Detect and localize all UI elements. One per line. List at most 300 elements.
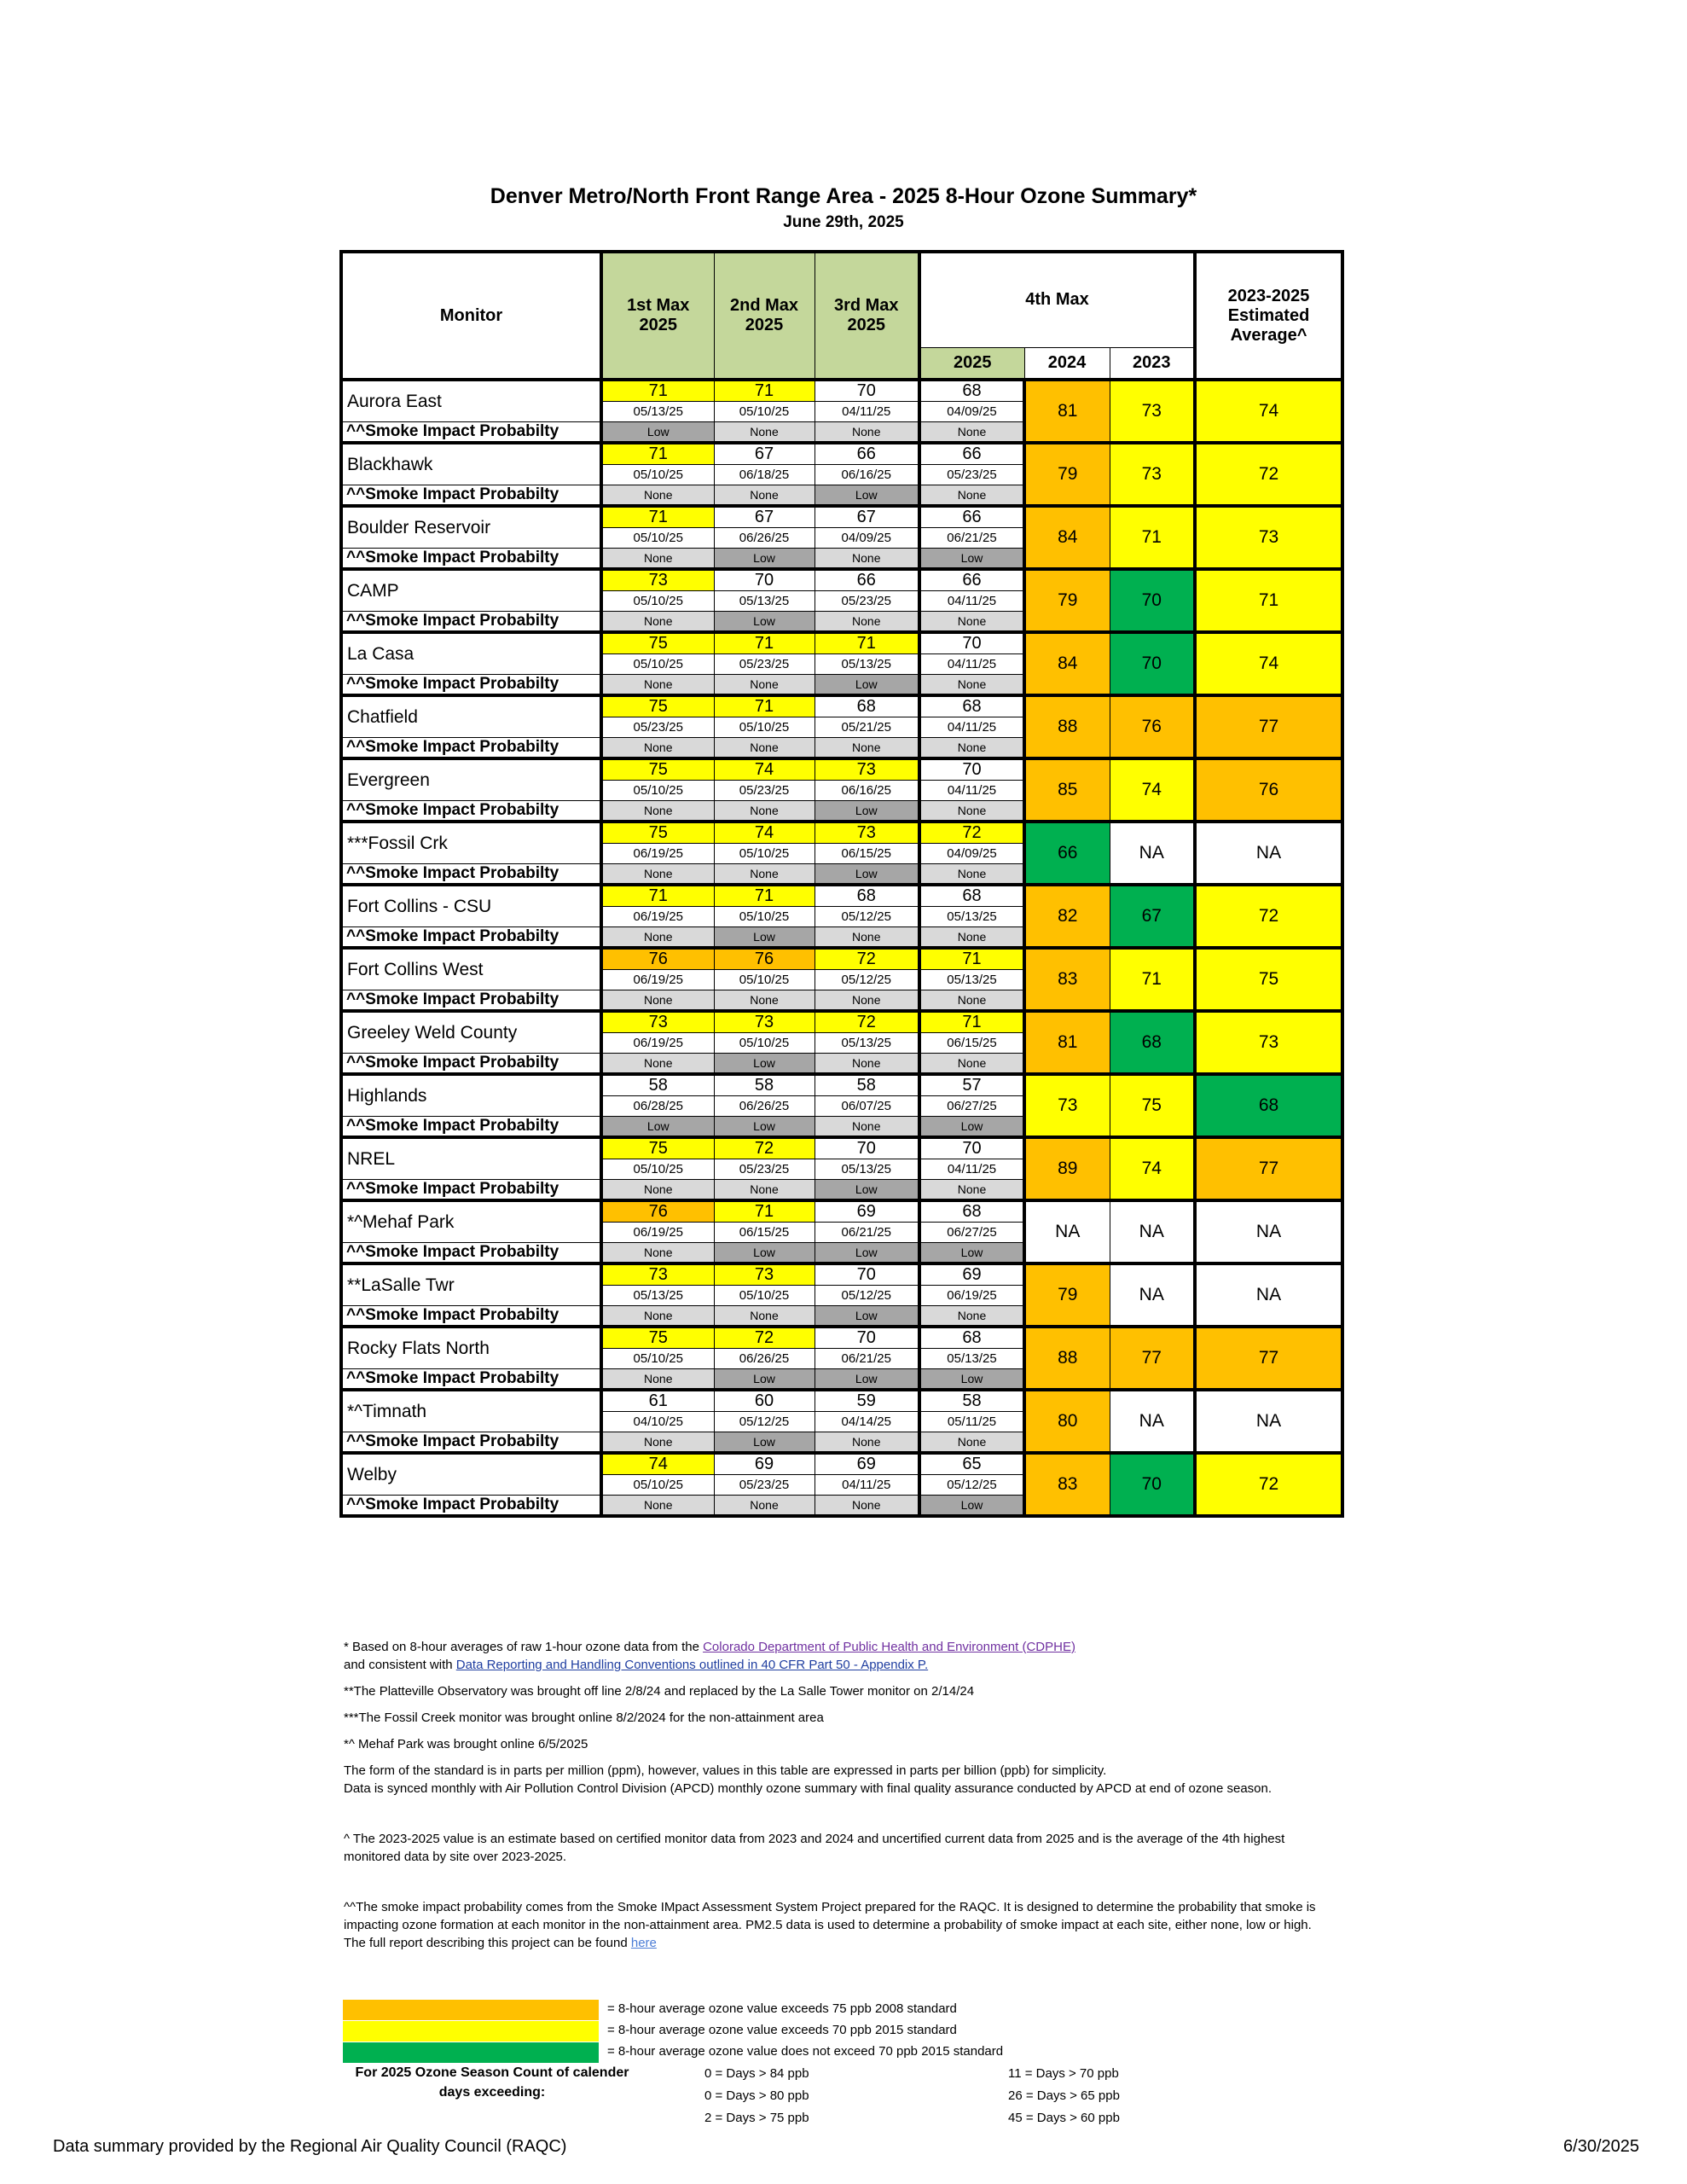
value-2023: 74 xyxy=(1110,1137,1195,1200)
value-average: 72 xyxy=(1195,1453,1342,1516)
max-value: 73 xyxy=(601,569,714,591)
count-title: For 2025 Ozone Season Count of calender days exceeding: xyxy=(355,2065,629,2100)
max-value: 66 xyxy=(919,443,1024,465)
smoke-label: ^^Smoke Impact Probabilty xyxy=(341,927,601,949)
table-row xyxy=(341,695,1342,717)
max-date: 04/09/25 xyxy=(919,844,1024,864)
smoke-probability: None xyxy=(601,1496,714,1517)
max-value: 71 xyxy=(601,885,714,907)
smoke-probability: Low xyxy=(714,1054,815,1075)
smoke-probability: None xyxy=(601,1180,714,1201)
note-cfr: and consistent with Data Reporting and Handling Conventions outlined in 40 CFR Part 50 - Appendix P. xyxy=(344,1658,929,1672)
max-date: 05/23/25 xyxy=(714,1475,815,1496)
value-average: NA xyxy=(1195,1200,1342,1263)
max-date: 05/10/25 xyxy=(601,465,714,485)
value-2024: 85 xyxy=(1024,758,1110,822)
smoke-label: ^^Smoke Impact Probabilty xyxy=(341,1496,601,1517)
smoke-probability: None xyxy=(919,675,1024,696)
value-average: 71 xyxy=(1195,569,1342,632)
smoke-probability: Low xyxy=(815,1306,919,1327)
header-year-2024: 2024 xyxy=(1024,347,1110,380)
max-date: 06/18/25 xyxy=(714,465,815,485)
monitor-name: Blackhawk xyxy=(341,443,601,485)
max-value: 58 xyxy=(714,1074,815,1096)
max-date: 05/13/25 xyxy=(919,907,1024,927)
max-date: 04/11/25 xyxy=(919,1159,1024,1180)
smoke-probability: None xyxy=(601,927,714,949)
max-date: 04/14/25 xyxy=(815,1412,919,1432)
smoke-probability: None xyxy=(815,738,919,759)
max-date: 06/16/25 xyxy=(815,465,919,485)
max-date: 05/12/25 xyxy=(815,907,919,927)
max-value: 69 xyxy=(919,1263,1024,1286)
value-2023: 70 xyxy=(1110,1453,1195,1516)
smoke-probability: None xyxy=(815,1117,919,1138)
footer-date: 6/30/2025 xyxy=(1563,2137,1639,2156)
smoke-probability: None xyxy=(714,738,815,759)
max-value: 70 xyxy=(815,1327,919,1349)
max-value: 71 xyxy=(714,695,815,717)
max-value: 75 xyxy=(601,758,714,781)
smoke-probability: None xyxy=(601,1306,714,1327)
value-average: 76 xyxy=(1195,758,1342,822)
header-monitor: Monitor xyxy=(341,252,601,380)
notes-block xyxy=(344,1638,1333,1952)
value-2024: 84 xyxy=(1024,632,1110,695)
count-line: 0 = Days > 80 ppb xyxy=(704,2088,809,2103)
max-value: 66 xyxy=(919,506,1024,528)
max-value: 75 xyxy=(601,822,714,844)
max-date: 04/11/25 xyxy=(919,781,1024,801)
table-row xyxy=(341,380,1342,402)
max-value: 65 xyxy=(919,1453,1024,1475)
max-date: 04/11/25 xyxy=(815,1475,919,1496)
value-2024: 73 xyxy=(1024,1074,1110,1137)
max-value: 66 xyxy=(919,569,1024,591)
value-average: 75 xyxy=(1195,948,1342,1011)
max-date: 04/11/25 xyxy=(919,654,1024,675)
value-average: NA xyxy=(1195,822,1342,885)
max-date: 06/21/25 xyxy=(815,1223,919,1243)
smoke-probability: None xyxy=(601,485,714,507)
smoke-probability: Low xyxy=(714,1432,815,1454)
max-date: 05/21/25 xyxy=(815,717,919,738)
monitor-name: *^Mehaf Park xyxy=(341,1200,601,1243)
max-value: 75 xyxy=(601,632,714,654)
value-2024: 81 xyxy=(1024,380,1110,443)
value-2023: 77 xyxy=(1110,1327,1195,1390)
monitor-name: CAMP xyxy=(341,569,601,612)
smoke-label: ^^Smoke Impact Probabilty xyxy=(341,612,601,633)
smoke-probability: None xyxy=(815,1496,919,1517)
value-average: 73 xyxy=(1195,1011,1342,1074)
max-value: 69 xyxy=(815,1453,919,1475)
smoke-probability: Low xyxy=(919,1117,1024,1138)
max-date: 05/13/25 xyxy=(815,654,919,675)
cfr-link[interactable]: Data Reporting and Handling Conventions outlined in 40 CFR Part 50 - Appendix P. xyxy=(455,1658,929,1672)
max-value: 71 xyxy=(919,948,1024,970)
max-value: 58 xyxy=(919,1390,1024,1412)
table-row xyxy=(341,632,1342,654)
max-value: 59 xyxy=(815,1390,919,1412)
max-date: 05/12/25 xyxy=(815,1286,919,1306)
smoke-probability: None xyxy=(815,612,919,633)
smoke-label: ^^Smoke Impact Probabilty xyxy=(341,1117,601,1138)
max-value: 68 xyxy=(815,695,919,717)
smoke-probability: None xyxy=(919,801,1024,822)
value-2023: 76 xyxy=(1110,695,1195,758)
smoke-probability: None xyxy=(919,1306,1024,1327)
legend-swatch xyxy=(343,2042,599,2063)
max-date: 05/10/25 xyxy=(601,654,714,675)
max-date: 05/13/25 xyxy=(714,591,815,612)
smoke-probability: None xyxy=(714,864,815,886)
count-line: 2 = Days > 75 ppb xyxy=(704,2111,809,2125)
value-average: 73 xyxy=(1195,506,1342,569)
max-date: 06/19/25 xyxy=(601,1223,714,1243)
value-2023: NA xyxy=(1110,1200,1195,1263)
max-date: 06/26/25 xyxy=(714,528,815,549)
smoke-probability: None xyxy=(919,1432,1024,1454)
max-value: 71 xyxy=(601,380,714,402)
max-date: 04/11/25 xyxy=(919,591,1024,612)
note-units: The form of the standard is in parts per million (ppm), however, values in this table are expressed in parts per billion (ppb) for simplicity. xyxy=(344,1763,1107,1778)
max-date: 06/15/25 xyxy=(714,1223,815,1243)
max-date: 06/07/25 xyxy=(815,1096,919,1117)
smoke-label: ^^Smoke Impact Probabilty xyxy=(341,1369,601,1391)
note-sync: Data is synced monthly with Air Pollution Control Division (APCD) monthly ozone summary with final quality assurance conducted by APCD at end of ozone season. xyxy=(344,1781,1272,1796)
max-date: 05/13/25 xyxy=(815,1033,919,1054)
max-value: 69 xyxy=(714,1453,815,1475)
smoke-label: ^^Smoke Impact Probabilty xyxy=(341,422,601,444)
monitor-name: *^Timnath xyxy=(341,1390,601,1432)
max-value: 68 xyxy=(919,885,1024,907)
max-date: 05/13/25 xyxy=(601,1286,714,1306)
value-2023: 70 xyxy=(1110,632,1195,695)
max-value: 66 xyxy=(815,443,919,465)
count-line: 26 = Days > 65 ppb xyxy=(1008,2088,1120,2103)
max-value: 72 xyxy=(714,1137,815,1159)
max-value: 68 xyxy=(919,380,1024,402)
smoke-probability: Low xyxy=(815,864,919,886)
smoke-probability: None xyxy=(919,864,1024,886)
max-date: 05/10/25 xyxy=(714,1286,815,1306)
max-value: 71 xyxy=(714,1200,815,1223)
max-value: 71 xyxy=(919,1011,1024,1033)
value-2023: 68 xyxy=(1110,1011,1195,1074)
count-line: 11 = Days > 70 ppb xyxy=(1008,2066,1119,2081)
smoke-label: ^^Smoke Impact Probabilty xyxy=(341,864,601,886)
header-1st-max: 1st Max 2025 xyxy=(601,252,714,380)
value-2023: 73 xyxy=(1110,380,1195,443)
count-line: 45 = Days > 60 ppb xyxy=(1008,2111,1120,2125)
monitor-name: **LaSalle Twr xyxy=(341,1263,601,1306)
smoke-probability: None xyxy=(714,801,815,822)
value-2024: 84 xyxy=(1024,506,1110,569)
value-2024: NA xyxy=(1024,1200,1110,1263)
smoke-probability: None xyxy=(815,422,919,444)
table-row xyxy=(341,1137,1342,1159)
cdphe-link[interactable]: Colorado Department of Public Health and Environment (CDPHE) xyxy=(703,1640,1075,1654)
max-value: 57 xyxy=(919,1074,1024,1096)
smoke-probability: Low xyxy=(815,1180,919,1201)
max-date: 05/10/25 xyxy=(601,591,714,612)
value-2024: 80 xyxy=(1024,1390,1110,1453)
max-value: 71 xyxy=(714,885,815,907)
value-2024: 83 xyxy=(1024,948,1110,1011)
report-here-link[interactable]: here xyxy=(630,1936,657,1950)
value-average: 72 xyxy=(1195,885,1342,948)
note-average: ^ The 2023-2025 value is an estimate based on certified monitor data from 2023 and 2024 and uncertified current data from 2025 and is the average of the 4th highest monitored data by site over 2023-2025. xyxy=(344,1832,1285,1864)
value-2023: NA xyxy=(1110,822,1195,885)
value-2024: 79 xyxy=(1024,569,1110,632)
max-date: 05/10/25 xyxy=(601,1475,714,1496)
table-row xyxy=(341,1390,1342,1412)
smoke-probability: Low xyxy=(919,1496,1024,1517)
max-value: 71 xyxy=(601,506,714,528)
max-date: 05/10/25 xyxy=(601,1349,714,1369)
max-date: 05/13/25 xyxy=(919,970,1024,990)
smoke-probability: Low xyxy=(919,1243,1024,1264)
max-date: 05/23/25 xyxy=(714,781,815,801)
monitor-name: Evergreen xyxy=(341,758,601,801)
smoke-probability: None xyxy=(919,1180,1024,1201)
value-2023: 74 xyxy=(1110,758,1195,822)
smoke-probability: Low xyxy=(714,549,815,570)
smoke-probability: None xyxy=(815,990,919,1012)
smoke-probability: None xyxy=(601,612,714,633)
max-value: 70 xyxy=(714,569,815,591)
max-value: 68 xyxy=(919,695,1024,717)
max-date: 04/09/25 xyxy=(919,402,1024,422)
monitor-name: ***Fossil Crk xyxy=(341,822,601,864)
smoke-probability: None xyxy=(601,1243,714,1264)
smoke-label: ^^Smoke Impact Probabilty xyxy=(341,990,601,1012)
legend-text: = 8-hour average ozone value does not exceed 70 ppb 2015 standard xyxy=(607,2044,1004,2059)
legend-text: = 8-hour average ozone value exceeds 75 ppb 2008 standard xyxy=(607,2001,957,2016)
footer-credit: Data summary provided by the Regional Air Quality Council (RAQC) xyxy=(53,2137,567,2156)
value-2023: 75 xyxy=(1110,1074,1195,1137)
max-value: 74 xyxy=(714,758,815,781)
max-date: 05/10/25 xyxy=(714,844,815,864)
max-value: 68 xyxy=(919,1327,1024,1349)
smoke-label: ^^Smoke Impact Probabilty xyxy=(341,549,601,570)
header-4th-max: 4th Max xyxy=(919,252,1195,347)
report-date: June 29th, 2025 xyxy=(783,213,904,231)
smoke-probability: Low xyxy=(601,1117,714,1138)
max-date: 05/11/25 xyxy=(919,1412,1024,1432)
smoke-label: ^^Smoke Impact Probabilty xyxy=(341,801,601,822)
note-smoke: ^^The smoke impact probability comes from the Smoke IMpact Assessment System Project prepared for the RAQC. It is designed to determine the probability that smoke is impacting ozone formation at each monitor in the non-attainment area. PM2.5 data is used to determine a probability of smoke impact at each site, either none, low or high. The full report describing this project can be found here xyxy=(344,1900,1316,1950)
smoke-probability: Low xyxy=(714,1243,815,1264)
max-value: 70 xyxy=(919,758,1024,781)
max-date: 05/12/25 xyxy=(714,1412,815,1432)
max-value: 74 xyxy=(601,1453,714,1475)
smoke-probability: Low xyxy=(919,1369,1024,1391)
smoke-probability: Low xyxy=(601,422,714,444)
max-date: 05/13/25 xyxy=(919,1349,1024,1369)
value-2024: 88 xyxy=(1024,695,1110,758)
smoke-probability: Low xyxy=(815,1369,919,1391)
table-row xyxy=(341,1263,1342,1286)
table-row xyxy=(341,885,1342,907)
smoke-probability: None xyxy=(919,990,1024,1012)
note-mehaf-park: *^ Mehaf Park was brought online 6/5/2025 xyxy=(344,1737,588,1751)
max-value: 60 xyxy=(714,1390,815,1412)
value-average: 68 xyxy=(1195,1074,1342,1137)
max-value: 75 xyxy=(601,1327,714,1349)
max-date: 05/10/25 xyxy=(714,717,815,738)
max-value: 70 xyxy=(919,1137,1024,1159)
max-value: 75 xyxy=(601,1137,714,1159)
value-2024: 79 xyxy=(1024,443,1110,506)
smoke-probability: None xyxy=(815,1432,919,1454)
max-date: 06/16/25 xyxy=(815,781,919,801)
smoke-probability: Low xyxy=(815,485,919,507)
value-average: NA xyxy=(1195,1263,1342,1327)
value-average: 77 xyxy=(1195,695,1342,758)
max-value: 75 xyxy=(601,695,714,717)
smoke-label: ^^Smoke Impact Probabilty xyxy=(341,485,601,507)
max-date: 05/23/25 xyxy=(815,591,919,612)
max-date: 05/10/25 xyxy=(714,970,815,990)
smoke-probability: Low xyxy=(714,1369,815,1391)
monitor-name: Highlands xyxy=(341,1074,601,1117)
monitor-name: Aurora East xyxy=(341,380,601,422)
value-2023: 73 xyxy=(1110,443,1195,506)
count-line: 0 = Days > 84 ppb xyxy=(704,2066,809,2081)
table-row xyxy=(341,506,1342,528)
max-date: 06/19/25 xyxy=(601,907,714,927)
max-value: 71 xyxy=(714,632,815,654)
smoke-probability: Low xyxy=(714,927,815,949)
value-2023: 71 xyxy=(1110,948,1195,1011)
max-value: 71 xyxy=(601,443,714,465)
max-date: 05/10/25 xyxy=(714,1033,815,1054)
value-average: 74 xyxy=(1195,380,1342,443)
monitor-name: Rocky Flats North xyxy=(341,1327,601,1369)
table-row xyxy=(341,1200,1342,1223)
max-value: 69 xyxy=(815,1200,919,1223)
max-value: 73 xyxy=(601,1263,714,1286)
max-date: 04/09/25 xyxy=(815,528,919,549)
max-value: 71 xyxy=(815,632,919,654)
max-value: 73 xyxy=(714,1263,815,1286)
monitor-name: Boulder Reservoir xyxy=(341,506,601,549)
smoke-label: ^^Smoke Impact Probabilty xyxy=(341,1243,601,1264)
note-cdphe: * Based on 8-hour averages of raw 1-hour ozone data from the Colorado Department of Public Health and Environment (CDPHE) xyxy=(344,1640,1075,1654)
smoke-label: ^^Smoke Impact Probabilty xyxy=(341,738,601,759)
value-2023: 71 xyxy=(1110,506,1195,569)
value-2024: 83 xyxy=(1024,1453,1110,1516)
smoke-probability: None xyxy=(919,738,1024,759)
monitor-name: Fort Collins West xyxy=(341,948,601,990)
header-year-2023: 2023 xyxy=(1110,347,1195,380)
value-2024: 88 xyxy=(1024,1327,1110,1390)
table-row xyxy=(341,1074,1342,1096)
monitor-name: Greeley Weld County xyxy=(341,1011,601,1054)
max-value: 68 xyxy=(919,1200,1024,1223)
value-2024: 89 xyxy=(1024,1137,1110,1200)
max-value: 68 xyxy=(815,885,919,907)
smoke-probability: None xyxy=(601,801,714,822)
max-date: 06/19/25 xyxy=(601,1033,714,1054)
smoke-probability: None xyxy=(919,422,1024,444)
max-value: 72 xyxy=(815,948,919,970)
max-value: 73 xyxy=(714,1011,815,1033)
smoke-probability: None xyxy=(714,485,815,507)
smoke-probability: None xyxy=(815,549,919,570)
max-value: 67 xyxy=(714,506,815,528)
table-row xyxy=(341,1011,1342,1033)
max-date: 04/11/25 xyxy=(919,717,1024,738)
legend-swatch xyxy=(343,2021,599,2042)
value-2023: NA xyxy=(1110,1390,1195,1453)
monitor-name: Chatfield xyxy=(341,695,601,738)
max-date: 06/27/25 xyxy=(919,1096,1024,1117)
report-title: Denver Metro/North Front Range Area - 2025 8-Hour Ozone Summary* xyxy=(490,184,1197,208)
max-value: 74 xyxy=(714,822,815,844)
smoke-probability: None xyxy=(919,1054,1024,1075)
max-date: 05/23/25 xyxy=(714,654,815,675)
smoke-label: ^^Smoke Impact Probabilty xyxy=(341,1432,601,1454)
max-value: 61 xyxy=(601,1390,714,1412)
max-value: 70 xyxy=(815,1137,919,1159)
value-2023: 67 xyxy=(1110,885,1195,948)
table-row xyxy=(341,948,1342,970)
value-average: 77 xyxy=(1195,1137,1342,1200)
max-value: 72 xyxy=(919,822,1024,844)
max-date: 05/13/25 xyxy=(601,402,714,422)
smoke-probability: Low xyxy=(815,1243,919,1264)
max-date: 05/23/25 xyxy=(919,465,1024,485)
max-value: 70 xyxy=(815,380,919,402)
value-average: NA xyxy=(1195,1390,1342,1453)
smoke-probability: None xyxy=(815,927,919,949)
max-value: 58 xyxy=(815,1074,919,1096)
max-date: 06/19/25 xyxy=(601,970,714,990)
max-value: 73 xyxy=(815,758,919,781)
max-value: 72 xyxy=(714,1327,815,1349)
monitor-name: Welby xyxy=(341,1453,601,1496)
smoke-probability: None xyxy=(601,549,714,570)
value-average: 77 xyxy=(1195,1327,1342,1390)
table-row xyxy=(341,1453,1342,1475)
value-2024: 79 xyxy=(1024,1263,1110,1327)
smoke-probability: None xyxy=(815,1054,919,1075)
max-value: 70 xyxy=(815,1263,919,1286)
smoke-probability: None xyxy=(714,1306,815,1327)
max-value: 76 xyxy=(601,1200,714,1223)
table-row xyxy=(341,1327,1342,1349)
max-value: 76 xyxy=(601,948,714,970)
smoke-probability: Low xyxy=(815,801,919,822)
note-platteville: **The Platteville Observatory was brought off line 2/8/24 and replaced by the La Salle Tower monitor on 2/14/24 xyxy=(344,1684,975,1699)
max-value: 72 xyxy=(815,1011,919,1033)
table-row xyxy=(341,822,1342,844)
max-date: 05/10/25 xyxy=(601,1159,714,1180)
value-average: 74 xyxy=(1195,632,1342,695)
smoke-probability: None xyxy=(714,1496,815,1517)
smoke-probability: None xyxy=(601,1369,714,1391)
smoke-probability: None xyxy=(714,1180,815,1201)
max-value: 76 xyxy=(714,948,815,970)
max-date: 05/10/25 xyxy=(601,781,714,801)
smoke-probability: Low xyxy=(815,675,919,696)
note-fossil-creek: ***The Fossil Creek monitor was brought online 8/2/2024 for the non-attainment area xyxy=(344,1711,824,1725)
smoke-label: ^^Smoke Impact Probabilty xyxy=(341,1180,601,1201)
max-date: 05/12/25 xyxy=(919,1475,1024,1496)
